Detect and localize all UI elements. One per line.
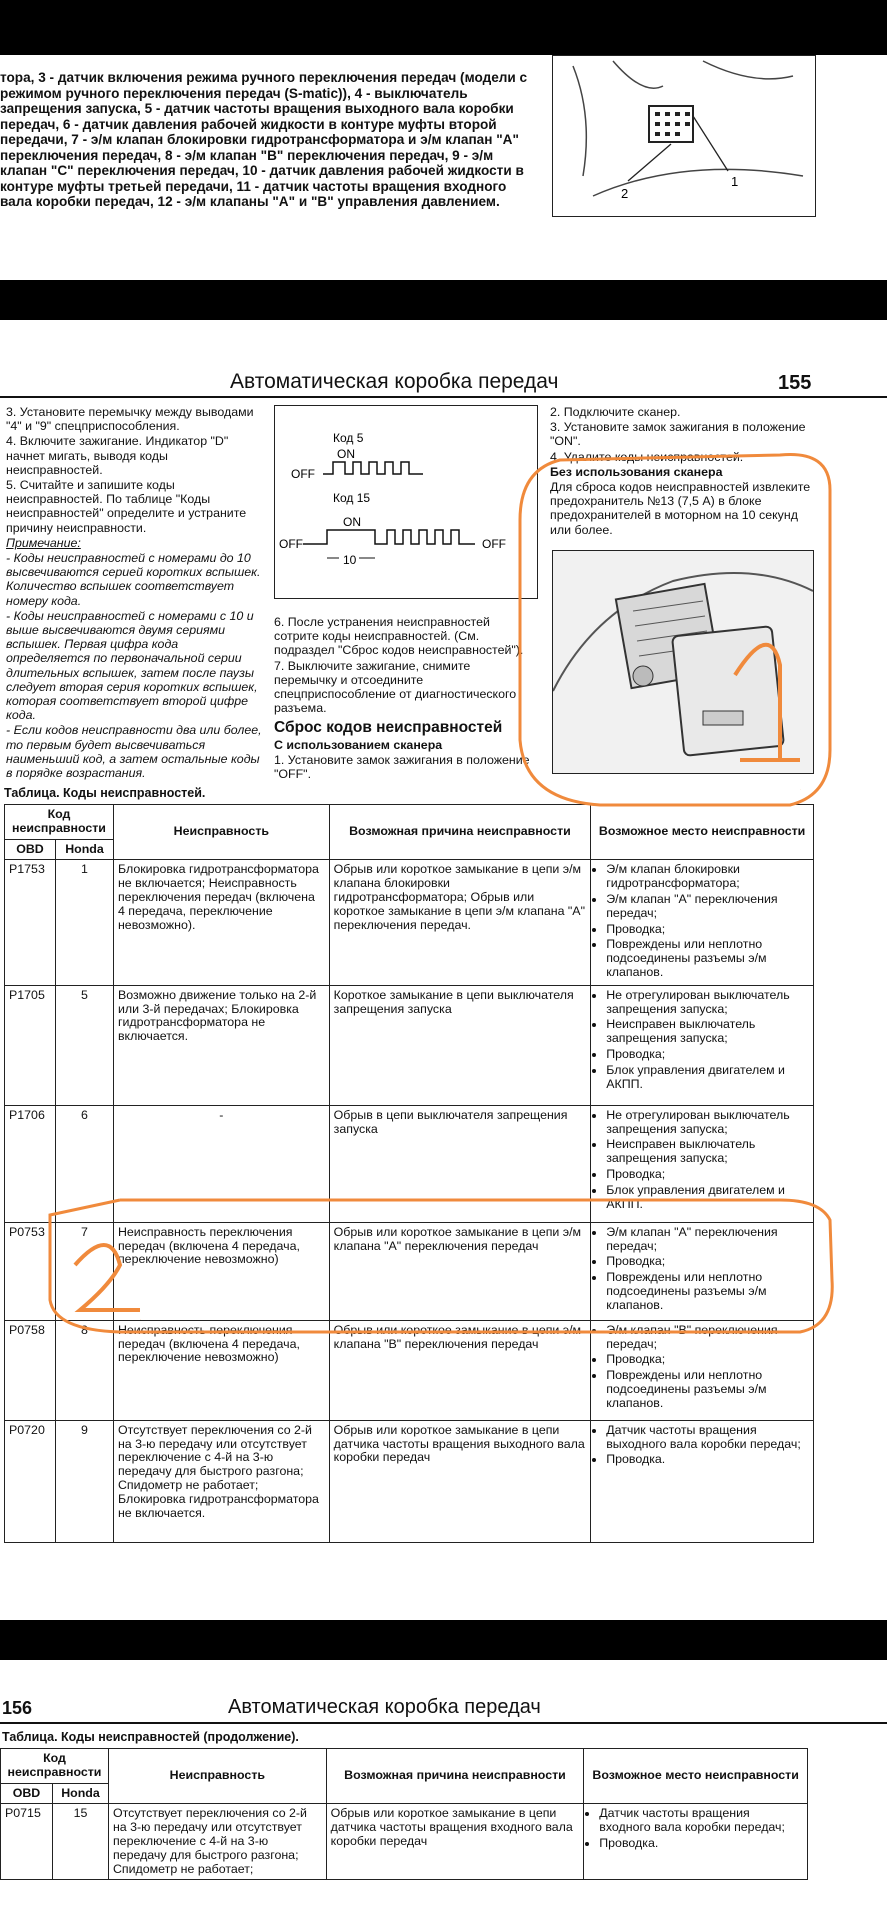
page-156 [0, 1660, 887, 1920]
step-2: 2. Подключите сканер. [550, 405, 681, 419]
honda-code: 8 [55, 1320, 113, 1420]
cause-text: Обрыв или короткое замыкание в цепи э/м клапана блокировки гидротрансформатора; Обрыв или короткое замыкание в цепи э/м клапана "A" переключения передач. [329, 860, 591, 985]
note-title: Примечание: [6, 535, 81, 550]
step-4: 4. Включите зажигание. Индикатор "D" начнет мигать, выводя коды неисправностей. [6, 434, 229, 477]
step-4r: 4. Удалите коды неисправностей. [550, 449, 744, 464]
code15-label: Код 15 [333, 491, 371, 505]
header-code: Код неисправности [1, 1749, 109, 1784]
place-item: • Повреждены или неплотно подсоединены разъемы э/м клапанов. [606, 1369, 809, 1410]
on-label-1: ON [337, 447, 355, 461]
page-fragment-top [0, 55, 887, 280]
place-item: • Проводка. [599, 1837, 803, 1851]
table-row [5, 985, 814, 1105]
figure-caption-text: тора, 3 - датчик включения режима ручного переключения передач (модели с режимом ручного переключения передач (S-matic)), 4 - выключатель запрещения запуска, 5 - датчик частоты вращения выходного вала коробки передач, 6 - датчик давления рабочей жидкости в контуре муфты второй передачи, 7 - э/м клапан блокировки гидротрансформатора и э/м клапан "A" переключения передач, 8 - э/м клапан "B" переключения передач, 9 - э/м клапан "C" переключения передач, 10 - датчик давления рабочей жидкости в контуре муфты третьей передачи, 11 - датчик частоты вращения входного вала коробки передач, 12 - э/м клапаны "A" и "B" управления давлением. [0, 70, 528, 209]
honda-code: 7 [55, 1222, 113, 1320]
page-title-156: Автоматическая коробка передач [228, 1696, 541, 1718]
page-header-156 [0, 1696, 887, 1724]
honda-code: 5 [55, 985, 113, 1105]
place-item: • Э/м клапан блокировки гидротрансформатора; [606, 863, 809, 891]
reset-subtitle: С использованием сканера [274, 737, 443, 752]
place-item: • Не отрегулирован выключатель запрещения запуска; [606, 989, 809, 1017]
header-cause: Возможная причина неисправности [326, 1749, 584, 1804]
table-row [5, 1420, 814, 1542]
obd-code: P0720 [5, 1420, 56, 1542]
fuse-box-figure [552, 550, 814, 774]
cause-text: Обрыв или короткое замыкание в цепи э/м клапана "A" переключения передач [329, 1222, 591, 1320]
obd-code: P1753 [5, 860, 56, 985]
header-fault: Неисправность [113, 805, 329, 860]
header-honda: Honda [52, 1783, 108, 1804]
left-column [6, 405, 264, 781]
page-number-156: 156 [2, 1698, 33, 1718]
off-label-2: OFF [279, 537, 303, 551]
place-item: • Неисправен выключатель запрещения запуска; [606, 1138, 809, 1166]
place-item: • Блок управления двигателем и АКПП. [606, 1184, 809, 1212]
obd-code: P1705 [5, 985, 56, 1105]
blink-code-diagram [274, 405, 538, 599]
page-number: 155 [778, 372, 812, 394]
step-7: 7. Выключите зажигание, снимите перемычку и отсоедините спецприспособление от диагностического разъема. [274, 658, 517, 716]
place-cell [591, 1320, 814, 1420]
on-label-2: ON [343, 515, 361, 529]
header-fault: Неисправность [108, 1749, 326, 1804]
place-item: • Повреждены или неплотно подсоединены разъемы э/м клапанов. [606, 938, 809, 979]
annotation-label-1: 1 [800, 790, 801, 791]
off-label-3: OFF [482, 537, 506, 551]
place-item: • Проводка. [606, 1453, 809, 1467]
obd-code: P0715 [1, 1804, 53, 1880]
table-row [5, 1222, 814, 1320]
obd-code: P1706 [5, 1105, 56, 1222]
table-caption: Таблица. Коды неисправностей. [4, 786, 206, 800]
table-row [1, 1804, 808, 1880]
cause-text: Обрыв или короткое замыкание в цепи датчика частоты вращения выходного вала коробки передач [329, 1420, 591, 1542]
cause-text: Обрыв или короткое замыкание в цепи датчика частоты вращения входного вала коробки передач [326, 1804, 584, 1880]
place-item: • Датчик частоты вращения выходного вала коробки передач; [606, 1424, 809, 1452]
honda-code: 15 [52, 1804, 108, 1880]
annotation-label-2: 2 [140, 1320, 141, 1321]
off-label-1: OFF [291, 467, 315, 481]
step-5: 5. Считайте и запишите коды неисправностей. По таблице "Коды неисправностей" определите и устраните причину неисправности. [6, 478, 247, 535]
obd-code: P0758 [5, 1320, 56, 1420]
fault-text: Отсутствует переключения со 2-й на 3-ю передачу или отсутствует переключение с 4-й на 3-ю передачу для быстрого разгона; Спидометр не работает; Блокировка гидротрансформатора не включается. [113, 1420, 329, 1542]
fig-label-1: 1 [731, 174, 739, 189]
no-scanner-title: Без использования сканера [550, 464, 723, 479]
header-place: Возможное место неисправности [591, 805, 814, 860]
table-row [5, 1105, 814, 1222]
fault-text: Возможно движение только на 2-й или 3-й передачах; Блокировка гидротрансформатора не включается. [113, 985, 329, 1105]
place-cell [591, 860, 814, 985]
header-obd: OBD [1, 1783, 53, 1804]
fault-text: Блокировка гидротрансформатора не включается; Неисправность переключения передач (включена 4 передача, переключение невозможно). [113, 860, 329, 985]
page-155 [0, 320, 887, 1620]
place-cell [591, 1105, 814, 1222]
place-cell [584, 1804, 808, 1880]
place-item: • Проводка; [606, 923, 809, 937]
fault-text: - [113, 1105, 329, 1222]
place-cell [591, 985, 814, 1105]
place-item: • Проводка; [606, 1168, 809, 1182]
note-1: - Коды неисправностей с номерами до 10 высвечиваются серией коротких вспышек. Количество вспышек соответствует номеру кода. [6, 551, 261, 608]
place-item: • Проводка; [606, 1255, 809, 1269]
place-item: • Датчик частоты вращения входного вала коробки передач; [599, 1807, 803, 1835]
header-code: Код неисправности [5, 805, 114, 840]
no-scanner-text: Для сброса кодов неисправностей извлеките предохранитель №13 (7,5 А) в блоке предохранителей в моторном на 10 секунд или более. [550, 480, 811, 537]
cause-text: Обрыв или короткое замыкание в цепи э/м клапана "B" переключения передач [329, 1320, 591, 1420]
place-item: • Не отрегулирован выключатель запрещения запуска; [606, 1109, 809, 1137]
fault-codes-table-continued [0, 1748, 808, 1880]
ten-label: 10 [343, 553, 357, 567]
place-item: • Проводка; [606, 1353, 809, 1367]
cause-text: Обрыв в цепи выключателя запрещения запуска [329, 1105, 591, 1222]
header-obd: OBD [5, 839, 56, 860]
middle-column [274, 615, 536, 782]
fault-codes-table [4, 804, 814, 1543]
code5-label: Код 5 [333, 431, 364, 445]
place-cell [591, 1222, 814, 1320]
reset-step-1: 1. Установите замок зажигания в положение "OFF". [274, 752, 530, 782]
step-3: 3. Установите перемычку между выводами "4" и "9" спецприспособления. [6, 405, 254, 434]
fault-text: Неисправность переключения передач (включена 4 передача, переключение невозможно) [113, 1222, 329, 1320]
header-honda: Honda [55, 839, 113, 860]
obd-code: P0753 [5, 1222, 56, 1320]
page-header [0, 370, 887, 398]
table-caption-156: Таблица. Коды неисправностей (продолжение). [2, 1730, 299, 1744]
place-item: • Неисправен выключатель запрещения запуска; [606, 1018, 809, 1046]
honda-code: 6 [55, 1105, 113, 1222]
connector-drawing [553, 56, 815, 216]
connector-figure [552, 55, 816, 217]
right-column [550, 405, 812, 538]
honda-code: 9 [55, 1420, 113, 1542]
place-item: • Э/м клапан "A" переключения передач; [606, 893, 809, 921]
place-item: • Повреждены или неплотно подсоединены разъемы э/м клапанов. [606, 1271, 809, 1312]
fig-label-2: 2 [621, 186, 629, 201]
place-item: • Э/м клапан "B" переключения передач; [606, 1324, 809, 1352]
step-6: 6. После устранения неисправностей сотрите коды неисправностей. (См. подраздел "Сброс кодов неисправностей"). [274, 615, 524, 658]
note-3: - Если кодов неисправности два или более, то первым будет высвечиваться наименьший код, а затем остальные коды в порядке возрастания. [6, 723, 262, 781]
reset-section-title: Сброс кодов неисправностей [274, 719, 503, 737]
place-item: • Проводка; [606, 1048, 809, 1062]
place-item: • Блок управления двигателем и АКПП. [606, 1064, 809, 1092]
cause-text: Короткое замыкание в цепи выключателя запрещения запуска [329, 985, 591, 1105]
place-cell [591, 1420, 814, 1542]
table-row [5, 1320, 814, 1420]
table-row [5, 860, 814, 985]
fault-text: Неисправность переключения передач (включена 4 передача, переключение невозможно) [113, 1320, 329, 1420]
fault-text: Отсутствует переключения со 2-й на 3-ю передачу или отсутствует переключение с 4-й на 3-ю передачу для быстрого разгона; Спидометр не работает; [108, 1804, 326, 1880]
place-item: • Э/м клапан "A" переключения передач; [606, 1226, 809, 1254]
step-3r: 3. Установите замок зажигания в положение "ON". [550, 420, 806, 449]
honda-code: 1 [55, 860, 113, 985]
header-cause: Возможная причина неисправности [329, 805, 591, 860]
header-place: Возможное место неисправности [584, 1749, 808, 1804]
page-title: Автоматическая коробка передач [230, 370, 559, 393]
note-2: - Коды неисправностей с номерами с 10 и выше высвечиваются двумя сериями вспышек. Первая цифра кода определяется по первоначальной серии длительных вспышек, затем после паузы следует вторая серия коротких вспышек, которая соответствует второй цифре кода. [6, 608, 258, 723]
